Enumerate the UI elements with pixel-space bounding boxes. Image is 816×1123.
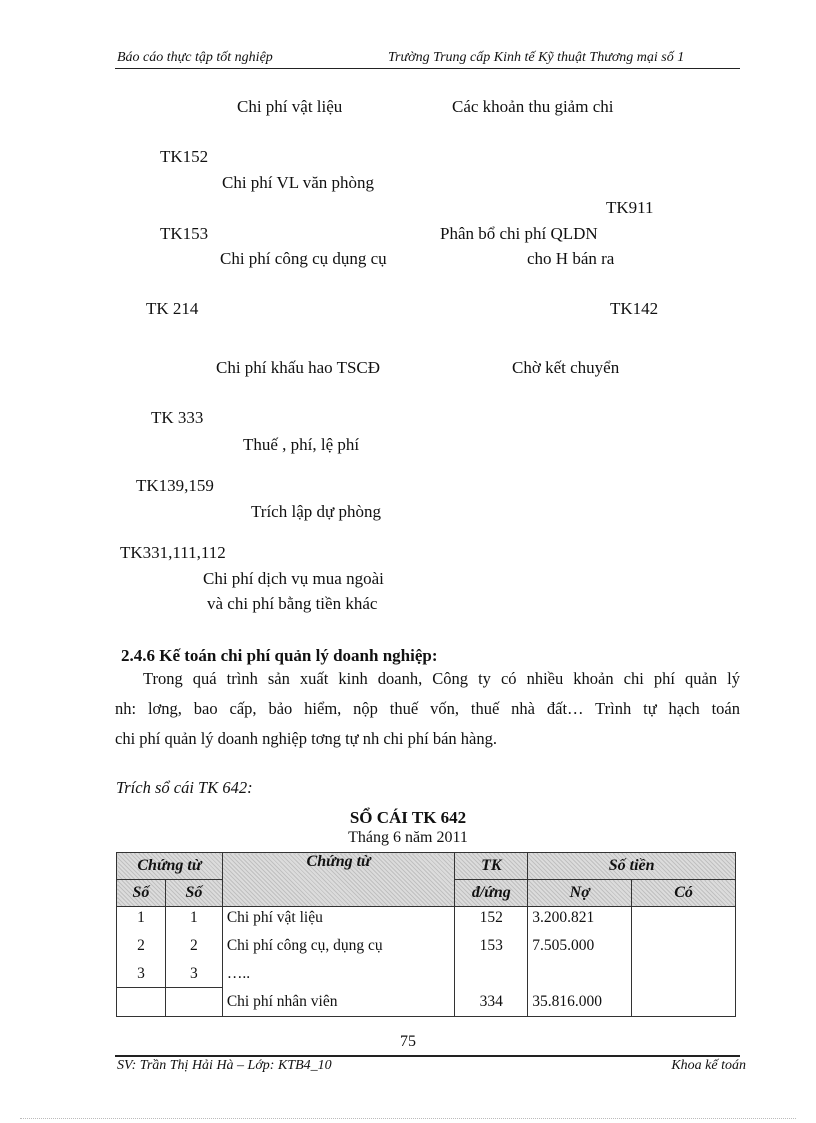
cell-credit xyxy=(632,907,736,936)
header-tk: TK xyxy=(455,853,528,880)
cell-tk xyxy=(455,963,528,988)
ledger-title: SỔ CÁI TK 642 xyxy=(349,808,467,827)
account-tk139-159: TK139,159 xyxy=(136,476,214,495)
account-tk333: TK 333 xyxy=(151,408,204,427)
label-allocation-line1: Phân bổ chi phí QLDN xyxy=(440,224,598,243)
footer-left: SV: Trần Thị Hải Hà – Lớp: KTB4_10 xyxy=(117,1058,332,1073)
header-no1: Số xyxy=(117,880,166,907)
page-number: 75 xyxy=(400,1033,416,1050)
cell-description: ….. xyxy=(222,963,455,988)
label-allocation-line2: cho H bán ra xyxy=(527,249,615,268)
label-expense-material: Chi phí vật liệu xyxy=(237,97,343,116)
paragraph-line: Trong quá trình sản xuất kinh doanh, Công ty có nhiều khoản chi phí quản lý xyxy=(143,669,740,688)
cell-debit: 35.816.000 xyxy=(528,988,632,1017)
label-taxes: Thuế , phí, lệ phí xyxy=(243,435,360,454)
account-tk142: TK142 xyxy=(610,299,659,318)
cell-credit xyxy=(632,935,736,963)
label-depreciation: Chi phí khấu hao TSCĐ xyxy=(216,358,381,377)
cell-no2 xyxy=(165,988,222,1017)
table-row xyxy=(117,988,736,1017)
table-row xyxy=(117,963,736,988)
label-pending-transfer: Chờ kết chuyển xyxy=(512,358,620,377)
cell-debit: 3.200.821 xyxy=(528,907,632,936)
header-debit: Nợ xyxy=(528,880,632,907)
label-expense-reductions: Các khoản thu giảm chi xyxy=(452,97,614,116)
header-tk-counter: đ/ứng xyxy=(455,880,528,907)
account-tk153: TK153 xyxy=(160,224,209,243)
cell-no1 xyxy=(117,988,166,1017)
cell-tk: 153 xyxy=(455,935,528,963)
label-provisions: Trích lập dự phòng xyxy=(251,502,381,521)
header-right: Trường Trung cấp Kinh tế Kỹ thuật Thương mại số 1 xyxy=(388,50,685,65)
cell-no1: 3 xyxy=(117,963,166,988)
ledger-caption: Trích sổ cái TK 642: xyxy=(116,778,253,797)
header-voucher: Chứng từ xyxy=(117,853,223,880)
ledger-table xyxy=(116,852,736,1017)
header-rule xyxy=(115,68,740,69)
header-no2: Số xyxy=(165,880,222,907)
account-tk911: TK911 xyxy=(606,198,654,217)
section-heading: 2.4.6 Kế toán chi phí quản lý doanh nghiệp: xyxy=(121,646,438,665)
table-row xyxy=(117,907,736,936)
cell-description: Chi phí vật liệu xyxy=(222,907,455,936)
page-edge-divider xyxy=(20,1118,796,1119)
cell-description: Chi phí nhân viên xyxy=(222,988,455,1017)
cell-no2: 2 xyxy=(165,935,222,963)
cell-no1: 1 xyxy=(117,907,166,936)
cell-no1: 2 xyxy=(117,935,166,963)
paragraph-line: chi phí quản lý doanh nghiệp tơng tự nh chi phí bán hàng. xyxy=(115,729,497,748)
cell-no2: 3 xyxy=(165,963,222,988)
header-credit: Có xyxy=(632,880,736,907)
cell-no2: 1 xyxy=(165,907,222,936)
account-tk152: TK152 xyxy=(160,147,209,166)
table-row xyxy=(117,935,736,963)
cell-debit xyxy=(528,963,632,988)
footer-rule xyxy=(115,1055,740,1057)
section-paragraph xyxy=(115,664,740,754)
cell-tk: 334 xyxy=(455,988,528,1017)
cell-credit xyxy=(632,963,736,988)
cell-debit: 7.505.000 xyxy=(528,935,632,963)
table-header-row xyxy=(117,853,736,880)
header-amount: Số tiền xyxy=(528,853,736,880)
header-description: Chứng từ xyxy=(222,853,455,907)
paragraph-line: nh: lơng, bao cấp, bảo hiểm, nộp thuế vốn, thuế nhà đất… Trình tự hạch toán xyxy=(115,699,740,718)
account-tk331-111-112: TK331,111,112 xyxy=(120,543,226,562)
label-services-line2: và chi phí bằng tiền khác xyxy=(207,594,378,613)
label-services-line1: Chi phí dịch vụ mua ngoài xyxy=(203,569,384,588)
label-tools-expense: Chi phí công cụ dụng cụ xyxy=(220,249,387,268)
account-tk214: TK 214 xyxy=(146,299,199,318)
cell-credit xyxy=(632,988,736,1017)
cell-description: Chi phí công cụ, dụng cụ xyxy=(222,935,455,963)
header-left: Báo cáo thực tập tốt nghiệp xyxy=(117,50,273,65)
ledger-subtitle: Tháng 6 năm 2011 xyxy=(348,829,468,846)
cell-tk: 152 xyxy=(455,907,528,936)
footer-right: Khoa kế toán xyxy=(671,1058,746,1073)
label-office-material: Chi phí VL văn phòng xyxy=(222,173,375,192)
